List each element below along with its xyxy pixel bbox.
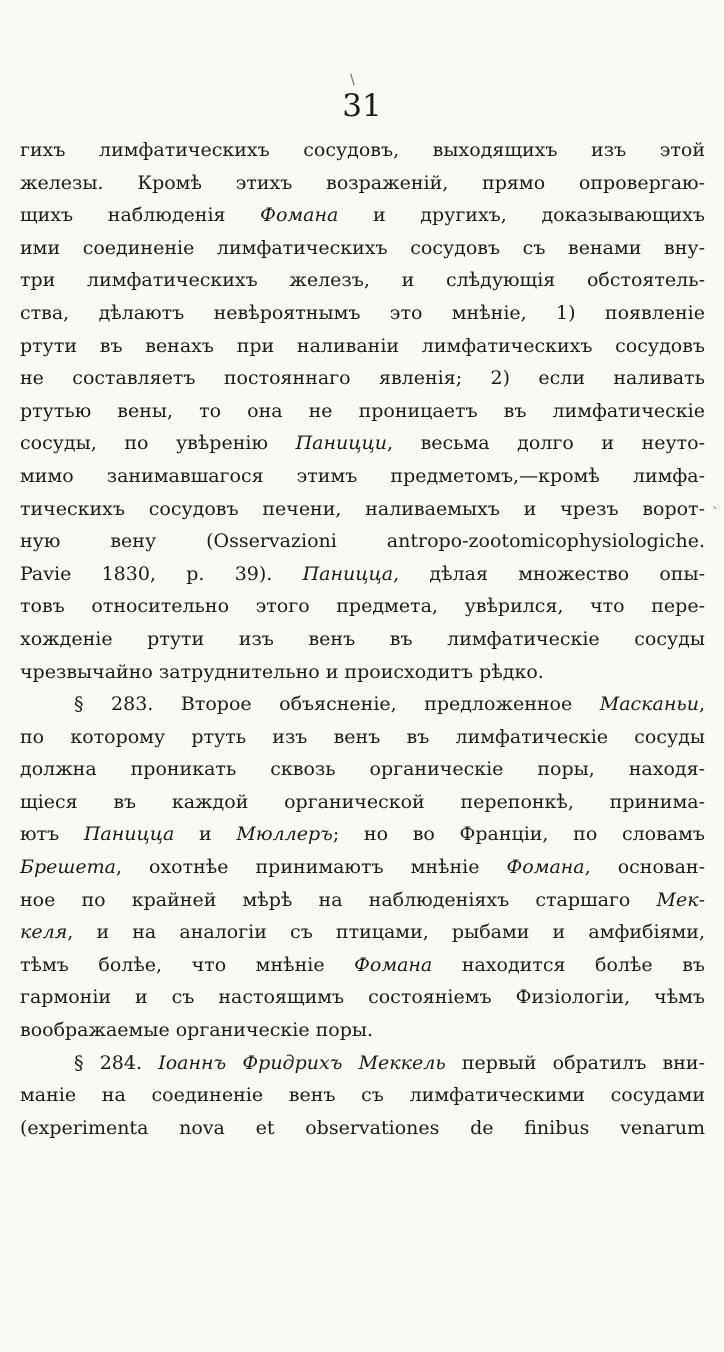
text-line (20, 558, 705, 591)
italic-name: Мюллеръ (236, 823, 333, 846)
margin-mark: ` (712, 506, 719, 522)
text-segment: воображаемые органическіе поры. (20, 1019, 374, 1042)
text-segment: хожденіе ртути изъ венъ въ лимфатическіе сосуды (20, 627, 705, 650)
text-line (20, 167, 705, 200)
text-segment: и другихъ, доказывающихъ (338, 204, 705, 227)
text-line (20, 264, 705, 297)
text-line (20, 493, 705, 526)
text-line (20, 981, 705, 1014)
italic-name: Фомана (506, 856, 585, 879)
text-segment: должна проникать сквозь органическіе поры, находя- (20, 758, 705, 781)
text-line (20, 460, 705, 493)
text-line (20, 199, 705, 232)
text-line (20, 427, 705, 460)
text-segment: товъ относительно этого предмета, увѣрился, что пере- (20, 595, 705, 618)
text-line (20, 851, 705, 884)
italic-name: Фомана (260, 204, 339, 227)
text-line (20, 1014, 705, 1047)
text-segment: не составляетъ постояннаго явленія; 2) если наливать (20, 367, 705, 390)
text-segment: , (698, 693, 705, 716)
text-line (20, 362, 705, 395)
text-segment: тѣмъ болѣе, что мнѣніе (20, 953, 355, 976)
text-segment: чрезвычайно затруднительно и происходитъ рѣдко. (20, 660, 544, 683)
text-line (20, 590, 705, 623)
italic-name: Паницци (295, 432, 387, 455)
text-line (20, 656, 705, 689)
page-edge-mark: \ (350, 72, 355, 88)
text-line (20, 916, 705, 949)
text-segment: ; но во Франціи, по словамъ (332, 823, 706, 846)
text-segment: § 283. Второе объясненіе, предложенное (74, 693, 600, 716)
text-segment: , основан- (584, 856, 705, 879)
text-line (20, 688, 705, 721)
text-segment: по которому ртуть изъ венъ въ лимфатическіе сосуды (20, 725, 705, 748)
text-line (20, 330, 705, 363)
text-line (20, 623, 705, 656)
text-line (20, 753, 705, 786)
text-segment: ное по крайней мѣрѣ на наблюденіяхъ старшаго (20, 888, 657, 911)
text-line (20, 786, 705, 819)
text-line (20, 1079, 705, 1112)
text-segment: маніе на соединеніе венъ съ лимфатическими сосудами (20, 1084, 705, 1107)
text-segment: ртутью вены, то она не проницаетъ въ лимфатическіе (20, 399, 705, 422)
text-segment: гармоніи и съ настоящимъ состояніемъ Физіологіи, чѣмъ (20, 986, 705, 1009)
text-segment: ютъ (20, 823, 84, 846)
text-segment: ную вену (Osservazioni antropo-zootomicophysiologiche. (20, 530, 705, 553)
text-segment: ства, дѣлаютъ невѣроятнымъ это мнѣніе, 1) появленіе (20, 301, 705, 324)
text-segment: мимо занимавшагося этимъ предметомъ,—кромѣ лимфа- (20, 464, 705, 487)
text-line (20, 721, 705, 754)
text-segment: находится болѣе въ (432, 953, 705, 976)
text-segment: щихъ наблюденія (20, 204, 261, 227)
text-segment: Pavie 1830, p. 39). (20, 562, 303, 585)
text-segment: , весьма долго и неуто- (386, 432, 705, 455)
text-segment: железы. Кромѣ этихъ возраженій, прямо опровергаю- (20, 171, 705, 194)
text-segment: , и на аналогіи съ птицами, рыбами и амфибіями, (67, 921, 705, 944)
text-segment: ртути въ венахъ при наливаніи лимфатическихъ сосудовъ (20, 334, 705, 357)
text-segment: гихъ лимфатическихъ сосудовъ, выходящихъ изъ этой (20, 139, 705, 161)
text-line (20, 818, 705, 851)
text-segment: , дѣлая множество опы- (393, 562, 705, 585)
text-line (20, 949, 705, 982)
italic-name: Брешета (20, 856, 116, 879)
text-segment: , охотнѣе принимаютъ мнѣніе (115, 856, 507, 879)
text-line (20, 1047, 705, 1080)
text-line (20, 884, 705, 917)
text-segment: сосуды, по увѣренію (20, 432, 296, 455)
text-line (20, 1112, 705, 1145)
text-segment: первый обратилъ вни- (445, 1051, 705, 1074)
body-text (20, 134, 705, 1144)
italic-name: Паницца (83, 823, 175, 846)
text-segment: щіеся въ каждой органической перепонкѣ, принима- (20, 790, 705, 813)
text-segment: ими соединеніе лимфатическихъ сосудовъ съ венами вну- (20, 236, 705, 259)
text-line (20, 395, 705, 428)
text-line (20, 297, 705, 330)
italic-name: Паницца (302, 562, 394, 585)
italic-name: Іоаннъ Фридрихъ Меккель (158, 1051, 446, 1074)
text-segment: три лимфатическихъ железъ, и слѣдующія обстоятель- (20, 269, 705, 292)
text-segment: тическихъ сосудовъ печени, наливаемыхъ и чрезъ ворот- (20, 497, 705, 520)
text-line (20, 525, 705, 558)
text-segment: (experimenta nova et observationes de finibus venarum (20, 1116, 705, 1139)
italic-name: Мек- (656, 888, 705, 911)
italic-name: Фомана (354, 953, 433, 976)
text-line (20, 134, 705, 167)
text-segment: и (174, 823, 237, 846)
italic-name: келя (20, 921, 68, 944)
page-number: 31 (342, 88, 382, 124)
text-segment: § 284. (74, 1051, 159, 1074)
text-line (20, 232, 705, 265)
italic-name: Масканьи (599, 693, 699, 716)
